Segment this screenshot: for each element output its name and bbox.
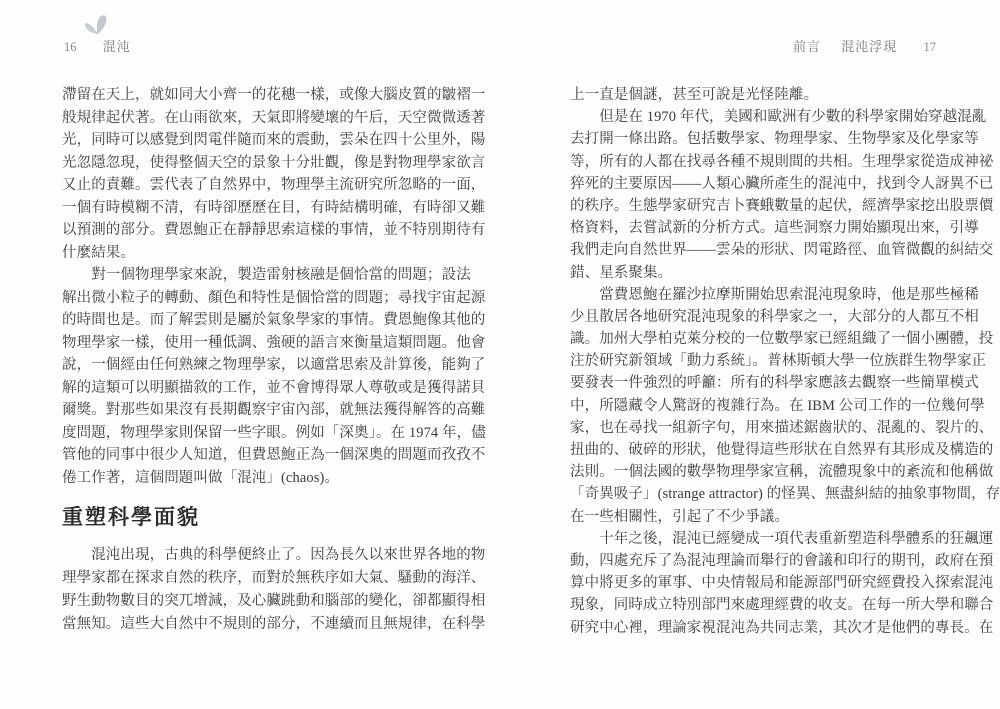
text-line: 物理學家一樣，使用一種低調、強硬的語言來衡量這類問題。他會 [62, 334, 486, 351]
text-line: 家，也在尋找一組新字句，用來描述鋸齒狀的、混亂的、裂片的、 [570, 419, 994, 436]
left-page-number: 16 [64, 40, 77, 54]
text-line: 野生動物數目的突兀增減，及心臟跳動和腦部的變化，卻都顯得相 [62, 593, 486, 609]
text-line: 滯留在天上，就如同大小齊一的花穗一樣，或像大腦皮質的皺褶一 [62, 87, 486, 103]
text-line: 解的這類可以明顯描敘的工作，並不會博得眾人尊敬或是獲得諾貝 [62, 379, 486, 396]
text-line: 一個有時模糊不清，有時卻歷歷在目，有時結構明確，有時卻又難 [62, 199, 486, 216]
text-line: 等，所有的人都在找尋各種不規則間的共相。生理學家從造成神祕 [570, 153, 994, 170]
text-line: 格資料，去嘗試新的分析方式。這些洞察力開始顯現出來，引導 [570, 220, 979, 237]
text-line: 要發表一件強烈的呼籲：所有的科學家應該去觀察一些簡單模式 [570, 375, 979, 392]
left-running-header [64, 36, 131, 55]
text-line: 識。加州大學柏克萊分校的一位數學家已經組織了一個小團體，投 [570, 331, 994, 348]
text-line: 研究中心裡，理論家視混沌為共同志業，其次才是他們的專長。在 [570, 619, 994, 636]
text-line: 但是在 1970 年代，美國和歐洲有少數的科學家開始穿越混亂 [570, 109, 987, 126]
text-line: 在一些相關性，引起了不少爭議。 [570, 508, 789, 525]
text-line: 「奇異吸子」(strange attractor) 的怪異、無盡糾結的抽象事物間，存 [570, 486, 1000, 503]
text-line: 扭曲的、破碎的形狀，他覺得這些形狀在自然界有其形成及構造的 [570, 442, 994, 458]
text-line: 對一個物理學家來說，製造雷射核融是個恰當的問題；設法 [62, 267, 471, 283]
text-line: 法則。一個法國的數學物理學家宣稱，流體現象中的紊流和他稱做 [570, 464, 994, 481]
text-line: 中，所隱藏令人驚訝的複雜行為。在 IBM 公司工作的一位幾何學 [570, 397, 985, 414]
text-line: 少且散居各地研究混沌現象的科學家之一，大部分的人都互不相 [570, 308, 979, 325]
text-line: 說，一個經由任何熟練之物理學家，以適當思索及計算後，能夠了 [62, 357, 486, 373]
text-line: 倦工作著，這個問題叫做「混沌」(chaos)。 [62, 469, 339, 486]
right-page-body-text [570, 84, 1000, 639]
header-chapter-label: 混沌浮現 [841, 39, 898, 54]
section-heading: 重塑科學面貌 [62, 505, 200, 529]
left-page-section-text [62, 544, 488, 636]
text-line: 十年之後，混沌已經變成一項代表重新塑造科學體系的狂飆運 [570, 530, 994, 547]
text-line: 管他的同事中很少人知道，但費恩鮑正為一個深奧的問題而孜孜不 [62, 447, 486, 463]
text-line: 當費恩鮑在羅沙拉摩斯開始思索混沌現象時，他是那些極稀 [570, 286, 979, 303]
text-line: 動，四處充斥了為混沌理論而舉行的會議和印行的期刊，政府在預 [570, 552, 994, 569]
right-page-number: 17 [923, 40, 936, 54]
text-line: 般規律起伏著。在山雨欲來，天氣即將變壞的午后，天空微微透著 [62, 109, 486, 126]
butterfly-logo-icon [82, 11, 112, 39]
left-page-body-text [62, 84, 488, 489]
text-line: 現象，同時成立特別部門來處理經費的收支。在每一所大學和聯合 [570, 597, 994, 614]
text-line: 解出微小粒子的轉動、顏色和特性是個恰當的問題；尋找宇宙起源 [62, 289, 486, 306]
text-line: 什麼結果。 [62, 244, 135, 261]
text-line: 光，同時可以感覺到閃電伴隨而來的震動，雲朵在四十公里外，陽 [62, 132, 486, 148]
text-line: 的時間也是。而了解雲則是屬於氣象學家的事情。費恩鮑像其他的 [62, 312, 486, 328]
text-line: 當無知。這些大自然中不規則的部分，不連續而且無規律，在科學 [62, 616, 486, 632]
text-line: 混沌出現，古典的科學便終止了。因為長久以來世界各地的物 [62, 547, 486, 563]
text-line: 理學家都在探求自然的秩序，而對於無秩序如大氣、騷動的海洋、 [62, 570, 486, 586]
text-line: 注於研究新領域「動力系統」。普林斯頓大學一位族群生物學家正 [570, 353, 987, 370]
text-line: 錯、星系聚集。 [570, 264, 673, 281]
text-line: 去打開一條出路。包括數學家、物理學家、生物學家及化學家等 [570, 131, 979, 148]
book-running-title: 混沌 [102, 39, 131, 54]
text-line: 的秩序。生態學家研究吉卜賽蛾數量的起伏，經濟學家挖出股票價 [570, 197, 994, 214]
text-line: 我們走向自然世界——雲朵的形狀、閃電路徑、血管微觀的糾結交 [570, 242, 994, 259]
text-line: 度問題，物理學家則保留一些字眼。例如「深奧」。在 1974 年，儘 [62, 424, 486, 441]
text-line: 以預測的部分。費恩鮑正在靜靜思索這樣的事情，並不特別期待有 [62, 222, 486, 238]
text-line: 光忽隱忽現，使得整個天空的景象十分壯觀，像是對物理學家欲言 [62, 154, 486, 171]
text-line: 猝死的主要原因——人類心臟所產生的混沌中，找到令人訝異不已 [570, 175, 994, 192]
text-line: 上一直是個謎，甚至可說是光怪陸離。 [570, 87, 819, 103]
text-line: 爾獎。對那些如果沒有長期觀察宇宙內部，就無法獲得解答的高難 [62, 402, 486, 418]
right-running-header [793, 36, 936, 55]
text-line: 算中將更多的軍事、中央情報局和能源部門研究經費投入探索混沌 [570, 575, 994, 592]
text-line: 又止的責難。雲代表了自然界中，物理學主流研究所忽略的一面， [62, 177, 486, 193]
header-section-label: 前言 [792, 39, 821, 54]
